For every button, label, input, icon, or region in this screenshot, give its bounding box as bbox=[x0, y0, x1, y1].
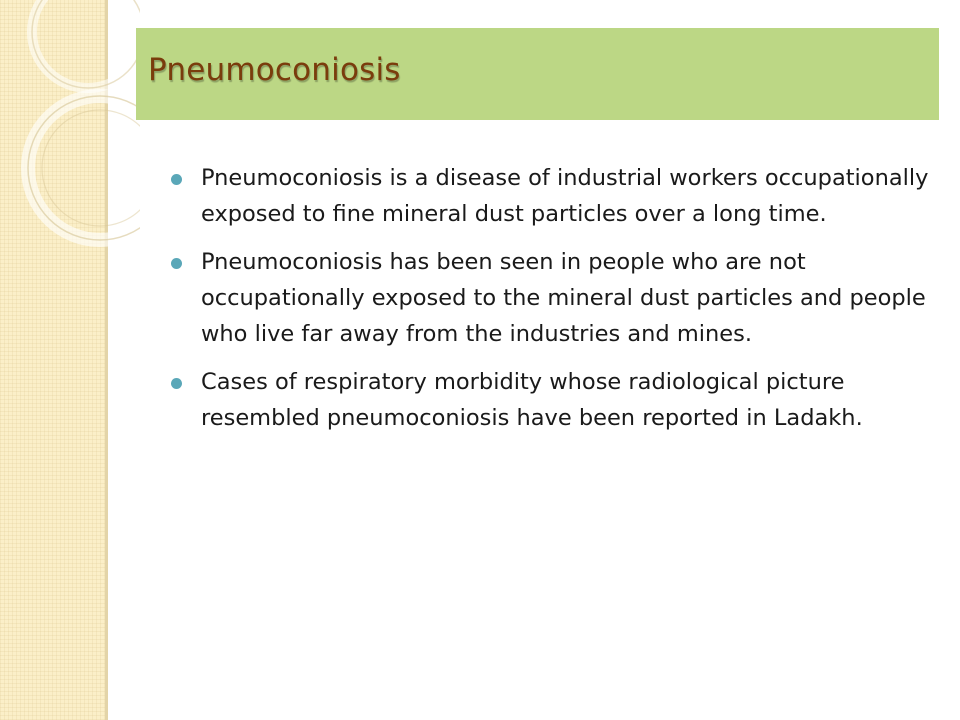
bullet-dot-icon bbox=[171, 174, 182, 185]
title-banner bbox=[136, 28, 939, 120]
bullet-text: Cases of respiratory morbidity whose radiological picture resembled pneumoconiosis have been reported in Ladakh. bbox=[201, 369, 863, 431]
bullet-item bbox=[170, 160, 930, 232]
bullet-text: Pneumoconiosis has been seen in people who are not occupationally exposed to the mineral dust particles and people who live far away from the industries and mines. bbox=[201, 249, 926, 347]
bullet-list bbox=[170, 160, 930, 448]
bullet-item bbox=[170, 364, 930, 436]
slide-title: Pneumoconiosis bbox=[148, 52, 401, 88]
bullet-text: Pneumoconiosis is a disease of industrial workers occupationally exposed to fine mineral dust particles over a long time. bbox=[201, 165, 929, 227]
bullet-dot-icon bbox=[171, 258, 182, 269]
bullet-item bbox=[170, 244, 930, 352]
bullet-dot-icon bbox=[171, 378, 182, 389]
circle-ornament-icon bbox=[0, 0, 140, 260]
